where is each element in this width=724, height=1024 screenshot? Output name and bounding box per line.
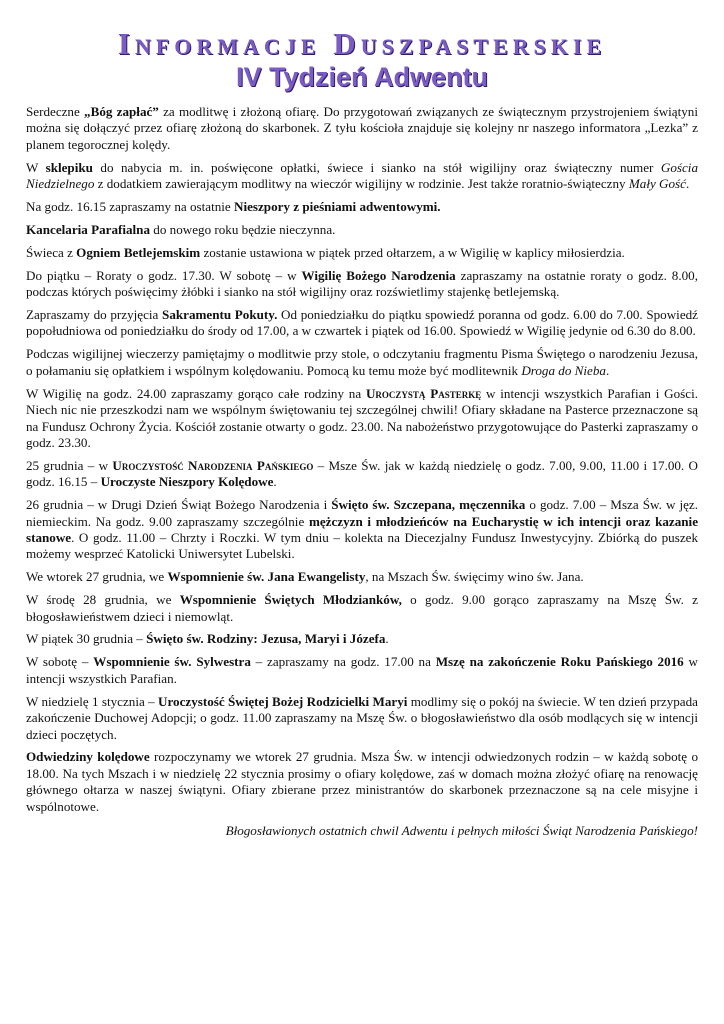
text-run: . [273,474,277,490]
bold-text: sklepiku [45,159,93,175]
text-run: za modlitwę i złożoną ofiarę. Do przygotowań związanych ze świątecznym przystrojeniem świątyni można się dołączyć przez ofiarę złożoną do skarbonek. Z tyłu kościoła znajduje się kolejny nr naszego informatora „Lezka” z planem tegorocznej kolędy. [26,104,698,152]
italic-text: Mały Gość [628,176,686,192]
page-title: Informacje Duszpasterskie [117,26,607,61]
bold-text: Wspomnienie Świętych Młodzianków, [179,592,402,608]
text-run: , na Mszach Św. święcimy wino św. Jana. [365,569,584,585]
announcement-13 [26,592,698,625]
bold-text: Święto św. Szczepana, męczennika [331,497,526,513]
announcement-15 [26,654,698,687]
bold-text: Wspomnienie św. Jana Ewangelisty [167,569,366,585]
text-run: w intencji wszystkich Parafian. [26,654,698,686]
text-run: Świeca z [26,244,77,260]
text-run: do nabycia m. in. poświęcone opłatki, świece i sianko na stół wigilijny oraz świąteczny numer [92,159,661,175]
bold-text: Odwiedziny kolędowe [26,749,150,765]
text-run: Zapraszamy do przyjęcia [26,307,163,323]
bold-text: Uroczyste Nieszpory Kolędowe [100,474,274,490]
small-caps-text: Uroczystość Narodzenia Pańskiego [112,457,314,473]
text-run: z dodatkiem zawierającym modlitwy na wieczór wigilijny w rodzinie. Jest także roratnio-świąteczny [94,176,629,192]
bold-text: mężczyzn i młodzieńców na Eucharystię w ich intencji oraz kazanie stanowe [26,513,699,545]
announcement-17 [26,749,698,815]
text-run: Od poniedziałku do piątku spowiedź poranna od godz. 6.00 do 7.00. Spowiedź popołudniowa od poniedziałku do środy od 17.00, a w czwartek i piątek od 16.00. Spowiedź w Wigilię jedynie od 6.30 do 8.00. [26,307,698,339]
bold-text: Święto św. Rodziny: Jezusa, Maryi i Józefa [146,631,386,647]
announcement-6 [26,268,698,301]
text-run: rozpoczynamy we wtorek 27 grudnia. Msza Św. w intencji odwiedzonych rodzin – w każdą sobotę o 18.00. Na tych Mszach i w niedzielę 22 stycznia prosimy o ofiary kolędowe, zaś w domach można złożyć ofiarę na renowację głównego ołtarza w naszej świątyni. Ofiary zbierane przez ministrantów do skarbonek przeznaczone są na cele misyjne i wspólnotowe. [26,749,698,814]
text-run: o godz. 9.00 gorąco zapraszamy na Mszę Św. z błogosławieństwem dzieci i niemowląt. [26,592,698,624]
text-run: W Wigilię na godz. 24.00 zapraszamy gorąco całe rodziny na [26,385,366,401]
announcement-4 [26,222,698,238]
text-run: modlimy się o pokój na świecie. W ten dzień przypada zakończenie Duchowej Adopcji; o godz. 11.00 zapraszamy na Mszę Św. o błogosławieństwo dla osób modlących się w intencji dzieci poczętych. [26,693,698,742]
bold-text: Nieszpory z pieśniami adwentowymi. [233,199,441,215]
text-run: W sobotę – [26,654,94,670]
bold-text: Kancelaria Parafialna [26,221,151,237]
text-run: 26 grudnia – w Drugi Dzień Świąt Bożego Narodzenia i [26,497,332,513]
text-run: zapraszamy na ostatnie roraty o godz. 8.00, podczas których poświęcimy żłóbki i sianko na stół wigilijny oraz rozświetlimy stajenkę betlejemską. [26,267,698,300]
text-run: – zapraszamy na godz. 17.00 na [250,654,436,670]
page-subtitle: IV Tydzień Adwentu [235,62,488,92]
announcements [26,104,698,815]
announcement-10 [26,458,698,491]
text-run: – Msze Św. jak w każdą niedzielę o godz. 7.00, 9.00, 11.00 i 17.00. O godz. 16.15 – [26,457,698,490]
text-run: . [385,631,389,647]
text-run: We wtorek 27 grudnia, we [26,569,168,585]
text-run: Na godz. 16.15 zapraszamy na ostatnie [26,199,234,215]
italic-text: Gościa Niedzielnego [26,159,698,192]
text-run: Do piątku – Roraty o godz. 17.30. W sobotę – w [26,267,302,283]
announcement-16 [26,694,698,743]
announcement-8 [26,346,698,379]
text-run: W [26,159,46,175]
announcement-7 [26,307,698,340]
bold-text: Ogniem Betlejemskim [76,244,201,260]
closing-wish: Błogosławionych ostatnich chwil Adwentu i pełnych miłości Świąt Narodzenia Pańskiego! [225,823,698,839]
text-run: Serdeczne [26,104,85,119]
announcement-9 [26,386,698,452]
bold-text: Mszę na zakończenie Roku Pańskiego 2016 [435,654,684,670]
announcement-11 [26,497,698,563]
announcement-1 [26,104,698,153]
text-run: . [605,362,610,378]
text-run: 25 grudnia – w [26,457,113,473]
text-run: W środę 28 grudnia, we [26,592,180,608]
text-run: . [685,176,690,192]
text-run: . O godz. 11.00 – Chrzty i Roczki. W tym dniu – kolekta na Diecezjalny Fundusz Inwestycyjny. Zbiórką do puszek możemy wesprzeć Katolicki Uniwersytet Lubelski. [26,529,698,562]
small-caps-text: Uroczystą Pasterkę [365,385,482,401]
announcement-3 [26,199,698,215]
bold-text: Uroczystość Świętej Bożej Rodzicielki Maryi [158,693,408,709]
text-run: W piątek 30 grudnia – [26,631,147,647]
bold-text: Wigilię Bożego Narodzenia [301,267,456,283]
text-run: do nowego roku będzie nieczynna. [150,221,336,237]
italic-text: Droga do Nieba [521,362,606,378]
bold-text: Sakramentu Pokuty. [162,307,278,323]
announcement-2 [26,160,698,193]
text-run: W niedzielę 1 stycznia – [26,693,158,709]
announcement-14 [26,631,698,647]
announcement-12 [26,569,698,585]
text-run: Podczas wigilijnej wieczerzy pamiętajmy o modlitwie przy stole, o odczytaniu fragmentu Pisma Świętego o narodzeniu Jezusa, o połamaniu się opłatkiem i wspólnym kolędowaniu. Pomocą ku temu może być modlitewnik [26,346,698,378]
text-run: o godz. 7.00 – Msza Św. w jęz. niemieckim. Na godz. 9.00 zapraszamy szczególnie [26,497,698,529]
announcement-5 [26,245,698,261]
text-run: w intencji wszystkich Parafian i Gości. Niech nic nie przeszkodzi nam we wspólnym świętowaniu tej szczególnej chwili! Ofiary składane na Pasterce przeznaczone są na Fundusz Ochrony Życia. Kościół zostanie otwarty o godz. 23.00. Na nabożeństwo przygotowujące do Pasterki zapraszamy o godz. 23.30. [26,385,698,450]
bold-text: Wspomnienie św. Sylwestra [93,654,251,670]
text-run: zostanie ustawiona w piątek przed ołtarzem, a w Wigilię w kaplicy miłosierdzia. [200,244,625,260]
bold-text: „Bóg zapłać” [84,104,159,119]
